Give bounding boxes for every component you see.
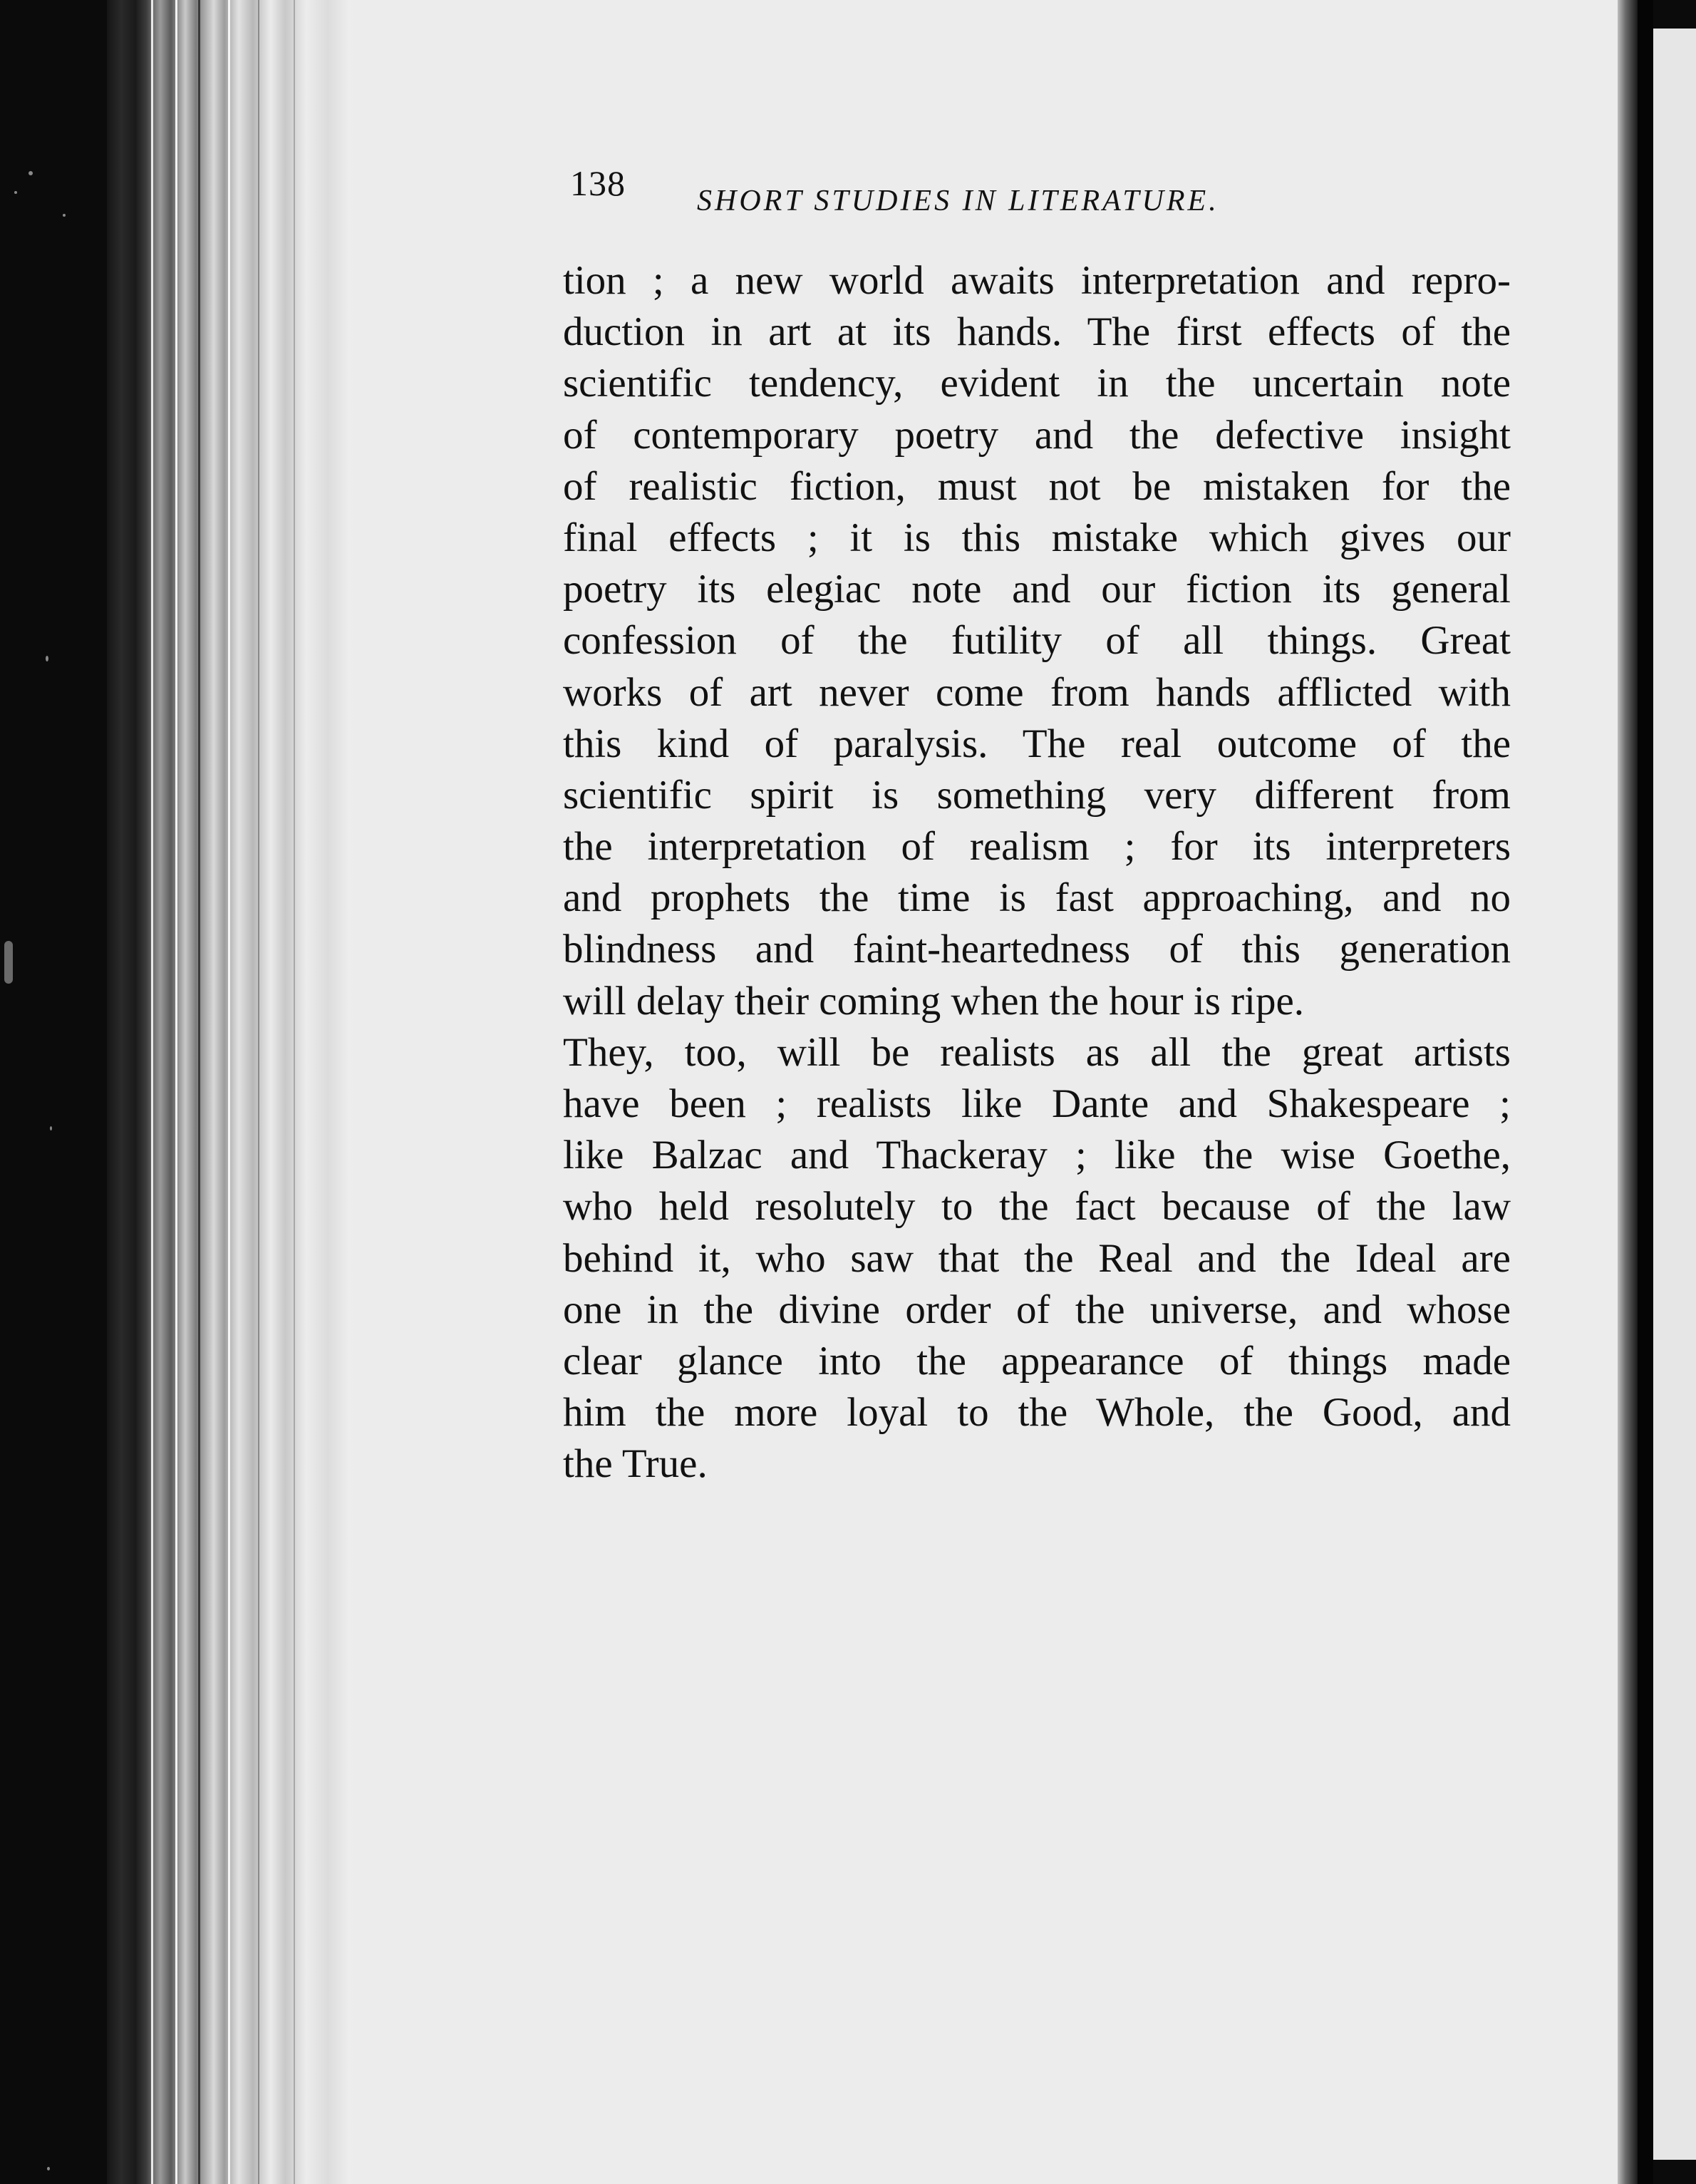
body-text xyxy=(563,255,1511,1490)
text-line: like Balzac and Thackeray ; like the wise Goethe, xyxy=(563,1133,1511,1178)
text-line: tion ; a new world awaits interpretation and repro- xyxy=(563,258,1511,303)
text-line: clear glance into the appearance of things made xyxy=(563,1338,1511,1384)
text-line: final effects ; it is this mistake which gives our xyxy=(563,515,1511,560)
page-edges xyxy=(107,0,385,2184)
margin-speck xyxy=(29,171,33,175)
page-number: 138 xyxy=(570,163,626,203)
page-header xyxy=(570,163,1425,220)
text-line: the interpretation of realism ; for its interpreters xyxy=(563,824,1511,870)
text-line: and prophets the time is fast approaching, and no xyxy=(563,875,1511,921)
text-line: will delay their coming when the hour is ripe. xyxy=(563,978,1304,1024)
margin-speck xyxy=(50,1126,52,1130)
margin-speck xyxy=(63,214,66,217)
facing-page-edge xyxy=(1653,29,1696,2160)
page-gutter xyxy=(1638,0,1653,2184)
edge-line xyxy=(294,0,295,2184)
running-head: SHORT STUDIES IN LITERATURE. xyxy=(697,185,1219,217)
text-line: one in the divine order of the universe, and whose xyxy=(563,1287,1511,1332)
margin-speck xyxy=(14,191,17,194)
page-gutter-shadow xyxy=(1618,0,1638,2184)
text-line: confession of the futility of all things. Great xyxy=(563,618,1511,664)
text-line: scientific spirit is something very different from xyxy=(563,772,1511,818)
text-line: duction in art at its hands. The first effects of the xyxy=(563,309,1511,355)
text-line: They, too, will be realists as all the great artists xyxy=(563,1029,1511,1075)
margin-speck xyxy=(47,2167,50,2170)
edge-line xyxy=(198,0,200,2184)
text-line: of contemporary poetry and the defective insight xyxy=(563,412,1511,458)
text-line: this kind of paralysis. The real outcome of the xyxy=(563,721,1511,766)
text-line: have been ; realists like Dante and Shakespeare ; xyxy=(563,1081,1511,1126)
text-line: works of art never come from hands afflicted with xyxy=(563,669,1511,715)
margin-speck xyxy=(46,656,48,661)
text-line: behind it, who saw that the Real and the Ideal are xyxy=(563,1235,1511,1281)
text-line: the True. xyxy=(563,1441,708,1487)
text-line: of realistic fiction, must not be mistaken for the xyxy=(563,463,1511,509)
text-line: blindness and faint-heartedness of this generation xyxy=(563,927,1511,972)
text-line: scientific tendency, evident in the uncertain note xyxy=(563,361,1511,406)
edge-line xyxy=(228,0,230,2184)
edge-line xyxy=(175,0,177,2184)
edge-line xyxy=(258,0,259,2184)
text-line: who held resolutely to the fact because of the law xyxy=(563,1184,1511,1230)
text-line: poetry its elegiac note and our fiction its general xyxy=(563,567,1511,612)
margin-speck xyxy=(4,941,13,984)
text-line: him the more loyal to the Whole, the Good, and xyxy=(563,1390,1511,1436)
edge-line xyxy=(151,0,153,2184)
